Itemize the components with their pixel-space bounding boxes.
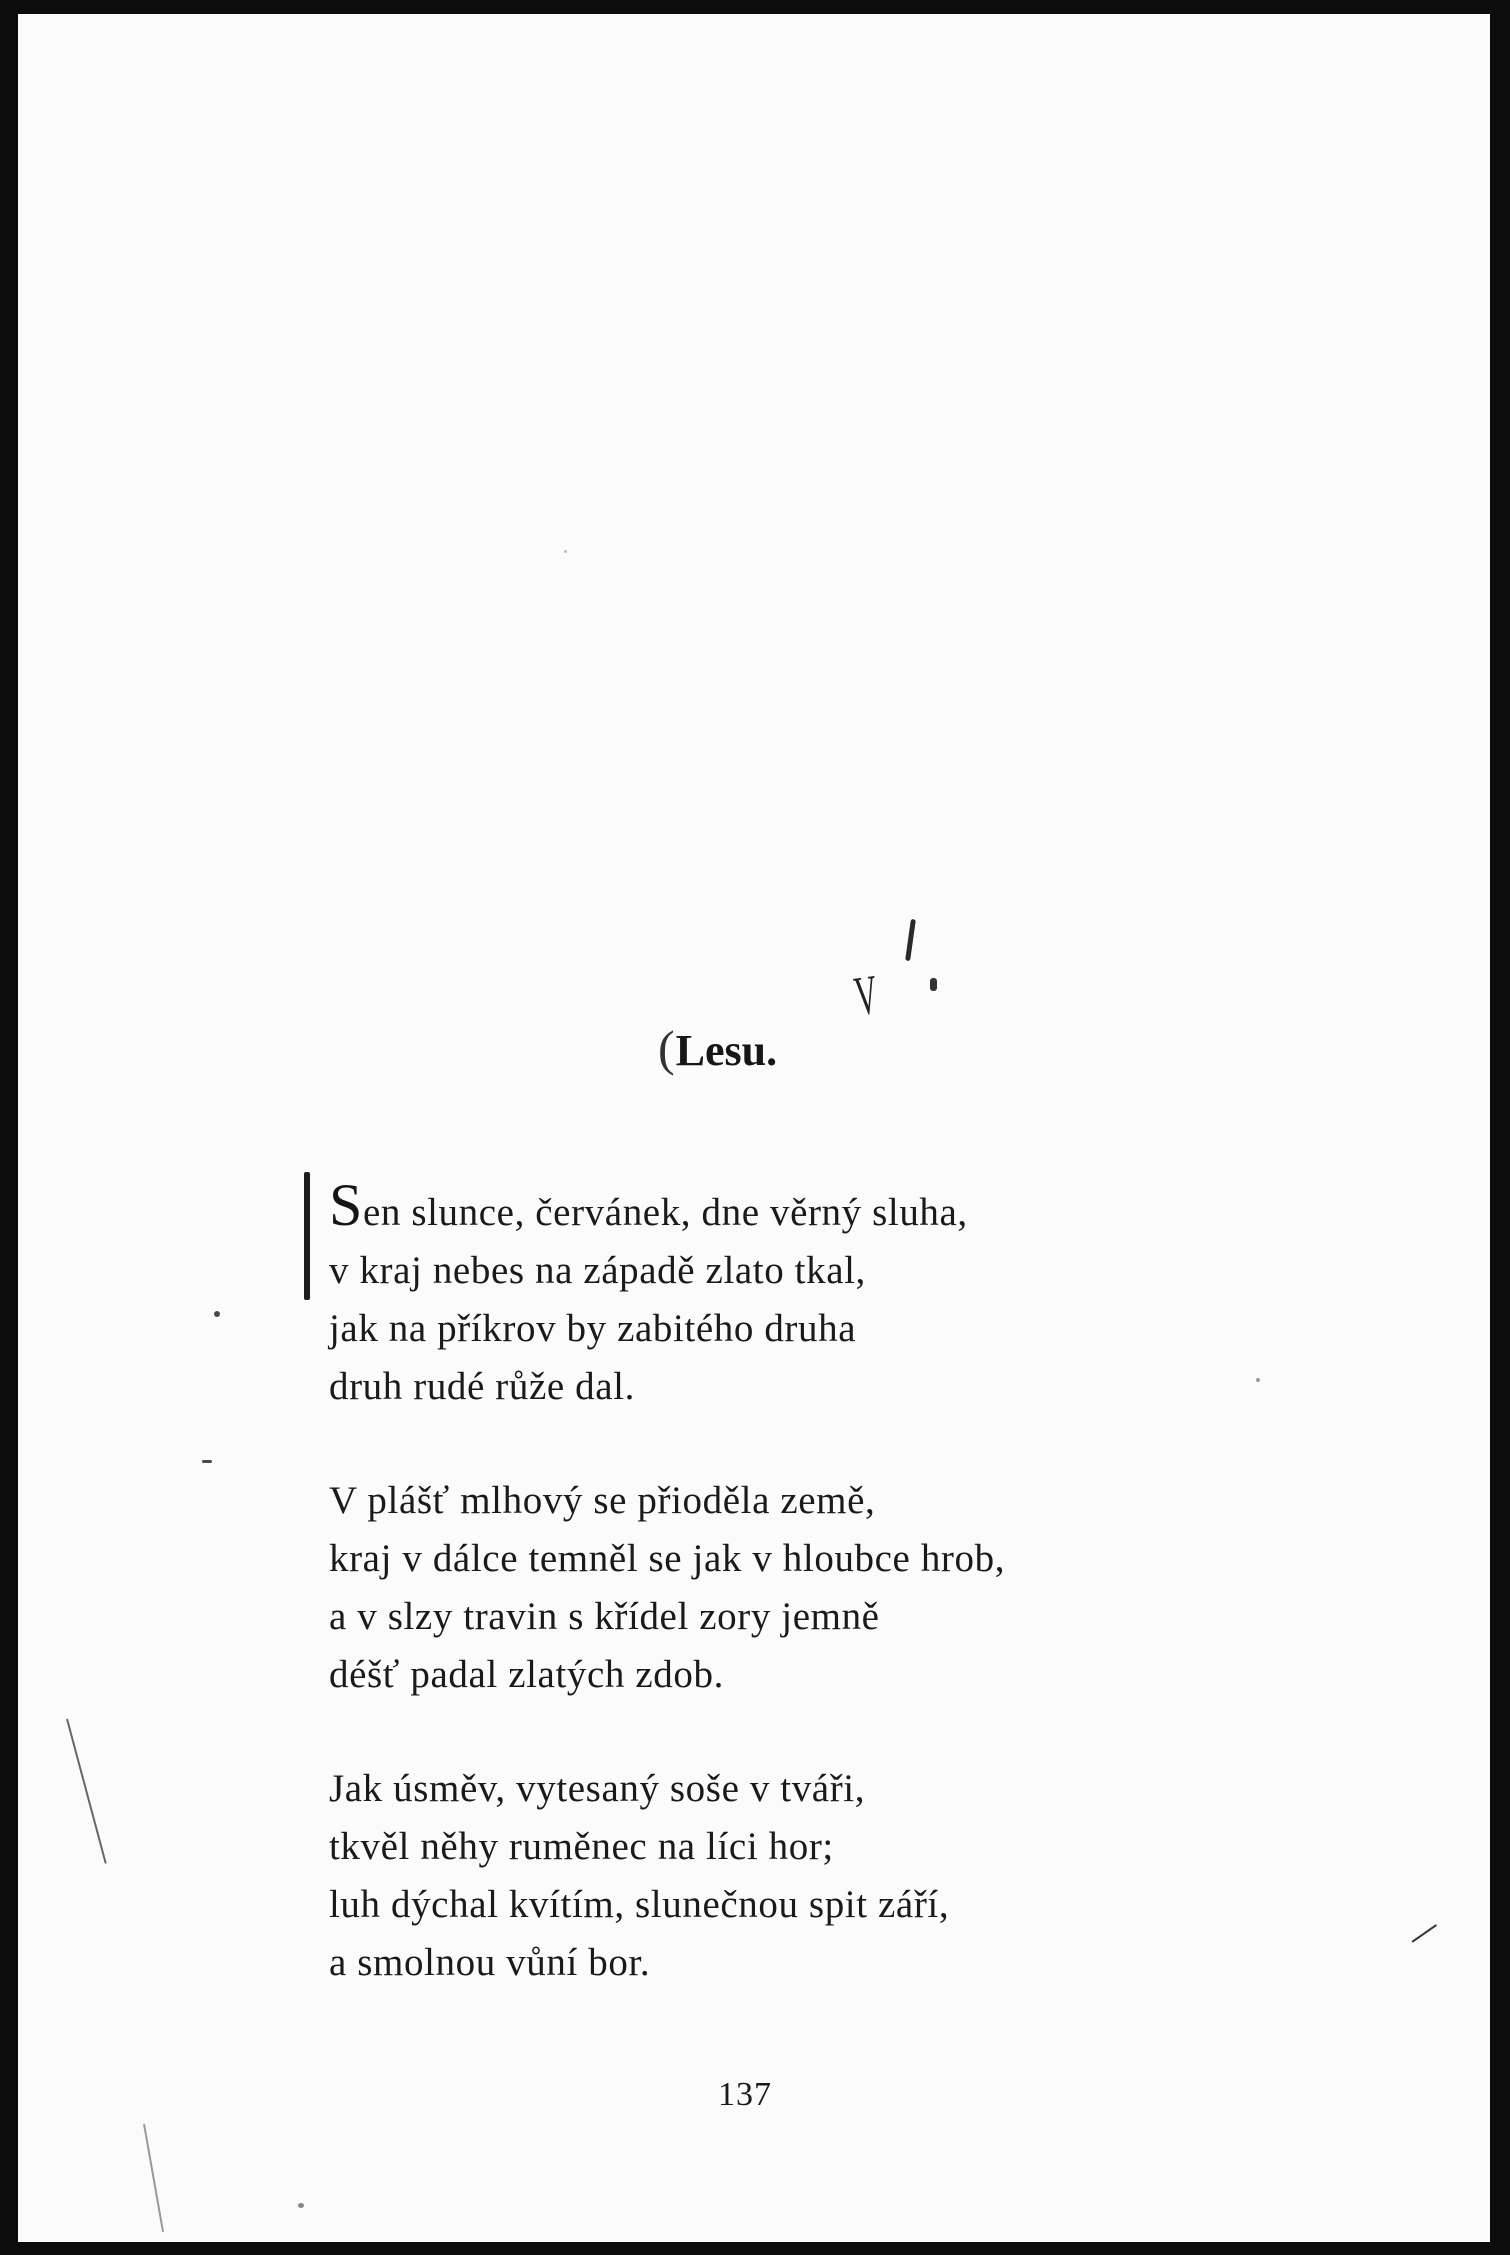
poem-line: jak na příkrov by zabitého druha [329, 1307, 857, 1350]
poem-body [329, 1172, 1229, 2048]
dust-speck [298, 2203, 304, 2208]
poem-line: Jak úsměv, vytesaný soše v tváři, [329, 1767, 866, 1810]
poem-line: V plášť mlhový se přioděla země, [329, 1479, 876, 1522]
poem-line: luh dýchal kvítím, slunečnou spit září, [329, 1883, 950, 1926]
book-page [18, 14, 1490, 2242]
poem-title [658, 1019, 777, 1077]
scan-scratch [66, 1718, 107, 1863]
poem-line: a smolnou vůní bor. [329, 1941, 651, 1984]
title-paren-mark: ( [658, 1020, 675, 1076]
line-text: en slunce, červánek, dne věrný sluha, [362, 1191, 968, 1234]
title-text: Lesu. [675, 1026, 778, 1075]
dust-speck [214, 1311, 220, 1317]
poem-line: tkvěl něhy ruměnec na líci hor; [329, 1825, 834, 1868]
handwritten-tick-mark [905, 919, 916, 961]
drop-cap: S [329, 1172, 363, 1238]
stanza-3 [329, 1760, 1229, 1992]
dust-speck [564, 550, 567, 553]
handwritten-v-mark: V [850, 963, 882, 1029]
scan-scratch [143, 2124, 164, 2233]
page-number: 137 [718, 2076, 772, 2113]
scan-scratch [1411, 1924, 1437, 1943]
dust-speck [202, 1460, 212, 1463]
poem-line: druh rudé růže dal. [329, 1365, 635, 1408]
handwritten-dot-mark [930, 978, 937, 991]
dust-speck [1256, 1378, 1260, 1382]
poem-line: déšť padal zlatých zdob. [329, 1653, 724, 1696]
poem-line: a v slzy travin s křídel zory jemně [329, 1595, 880, 1638]
margin-pencil-line [304, 1172, 310, 1300]
stanza-1 [329, 1172, 1229, 1416]
stanza-2 [329, 1472, 1229, 1704]
poem-line: kraj v dálce temněl se jak v hloubce hrob, [329, 1537, 1006, 1580]
poem-line: v kraj nebes na západě zlato tkal, [329, 1249, 866, 1292]
poem-line [329, 1172, 1229, 1242]
